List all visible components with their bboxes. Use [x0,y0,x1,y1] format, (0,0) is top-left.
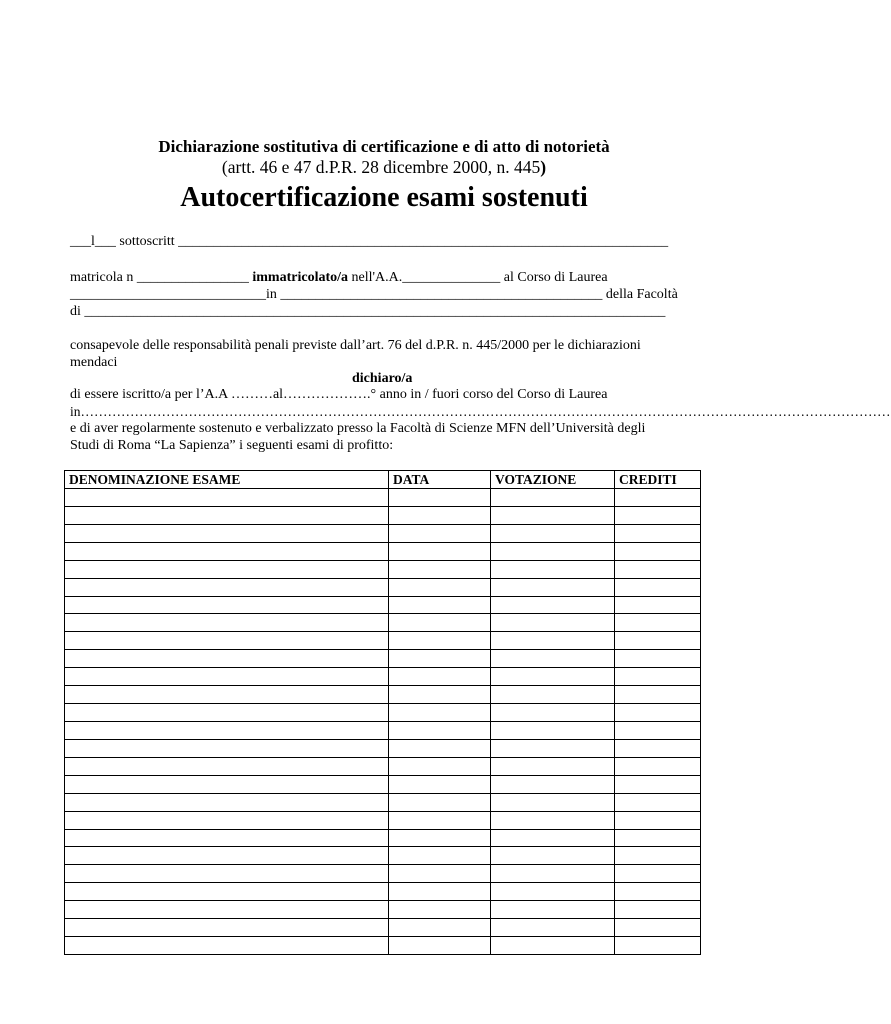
data-cell[interactable] [389,704,491,722]
denominazione-cell[interactable] [65,794,389,812]
votazione-cell[interactable] [491,937,615,955]
votazione-cell[interactable] [491,740,615,758]
anno-accademico-field[interactable]: nell'A.A.______________ al Corso di Laurea [348,270,608,285]
data-cell[interactable] [389,812,491,830]
crediti-cell[interactable] [615,847,701,865]
crediti-cell[interactable] [615,507,701,525]
denominazione-cell[interactable] [65,543,389,561]
votazione-cell[interactable] [491,847,615,865]
crediti-cell[interactable] [615,776,701,794]
column-header-votazione: VOTAZIONE [491,471,615,489]
denominazione-cell[interactable] [65,919,389,937]
consapevole-text-cont: mendaci [70,355,118,370]
crediti-cell[interactable] [615,901,701,919]
data-cell[interactable] [389,668,491,686]
table-row [65,561,701,579]
table-row [65,901,701,919]
table-row [65,614,701,632]
data-cell[interactable] [389,937,491,955]
crediti-cell[interactable] [615,668,701,686]
immatricolato-label: immatricolato/a [252,270,349,285]
sottoscritto-field[interactable]: ___l___ sottoscritt ______________________________________________________________________ [70,234,669,249]
denominazione-cell[interactable] [65,704,389,722]
table-row [65,597,701,614]
data-cell[interactable] [389,919,491,937]
denominazione-cell[interactable] [65,722,389,740]
column-header-crediti: CREDITI [615,471,701,489]
denominazione-cell[interactable] [65,686,389,704]
votazione-cell[interactable] [491,830,615,847]
crediti-cell[interactable] [615,704,701,722]
data-cell[interactable] [389,830,491,847]
exams-table [64,470,701,955]
denominazione-cell[interactable] [65,758,389,776]
crediti-cell[interactable] [615,543,701,561]
votazione-cell[interactable] [491,561,615,579]
table-row [65,794,701,812]
crediti-cell[interactable] [615,883,701,901]
votazione-cell[interactable] [491,883,615,901]
crediti-cell[interactable] [615,632,701,650]
denominazione-cell[interactable] [65,776,389,794]
votazione-cell[interactable] [491,668,615,686]
votazione-cell[interactable] [491,632,615,650]
data-cell[interactable] [389,847,491,865]
table-row [65,704,701,722]
crediti-cell[interactable] [615,722,701,740]
crediti-cell[interactable] [615,812,701,830]
crediti-cell[interactable] [615,937,701,955]
votazione-cell[interactable] [491,776,615,794]
exams-table-body [65,489,701,955]
legal-reference-text: (artt. 46 e 47 d.P.R. 28 dicembre 2000, n. 445 [221,157,541,177]
crediti-cell[interactable] [615,650,701,668]
table-row [65,937,701,955]
denominazione-cell[interactable] [65,525,389,543]
declaration-title: Dichiarazione sostitutiva di certificazione e di atto di notorietà [158,137,610,156]
data-cell[interactable] [389,561,491,579]
data-cell[interactable] [389,597,491,614]
data-cell[interactable] [389,776,491,794]
data-cell[interactable] [389,507,491,525]
column-header-denominazione: DENOMINAZIONE ESAME [65,471,389,489]
table-row [65,883,701,901]
table-row [65,650,701,668]
crediti-cell[interactable] [615,919,701,937]
exams-header-row [65,471,701,489]
table-row [65,919,701,937]
denominazione-cell[interactable] [65,650,389,668]
table-row [65,543,701,561]
votazione-cell[interactable] [491,525,615,543]
votazione-cell[interactable] [491,865,615,883]
data-cell[interactable] [389,883,491,901]
votazione-cell[interactable] [491,614,615,632]
votazione-cell[interactable] [491,901,615,919]
column-header-data: DATA [389,471,491,489]
crediti-cell[interactable] [615,758,701,776]
crediti-cell[interactable] [615,865,701,883]
votazione-cell[interactable] [491,507,615,525]
crediti-cell[interactable] [615,597,701,614]
table-row [65,579,701,597]
table-row [65,507,701,525]
denominazione-cell[interactable] [65,668,389,686]
votazione-cell[interactable] [491,722,615,740]
votazione-cell[interactable] [491,704,615,722]
data-cell[interactable] [389,901,491,919]
table-row [65,865,701,883]
crediti-cell[interactable] [615,794,701,812]
data-cell[interactable] [389,758,491,776]
votazione-cell[interactable] [491,597,615,614]
crediti-cell[interactable] [615,740,701,758]
table-row [65,668,701,686]
votazione-cell[interactable] [491,489,615,507]
data-cell[interactable] [389,740,491,758]
crediti-cell[interactable] [615,489,701,507]
crediti-cell[interactable] [615,579,701,597]
denominazione-cell[interactable] [65,901,389,919]
facolta-field[interactable]: di ___________________________________________________________________________________ [70,304,666,319]
denominazione-cell[interactable] [65,830,389,847]
corso-laurea-dotted-field[interactable]: in……………………………………………………………………………………………………………………………………………………………… [70,404,891,419]
denominazione-cell[interactable] [65,614,389,632]
legal-reference-close: ) [540,157,547,177]
votazione-cell[interactable] [491,579,615,597]
table-row [65,740,701,758]
data-cell[interactable] [389,525,491,543]
data-cell[interactable] [389,794,491,812]
data-cell[interactable] [389,722,491,740]
crediti-cell[interactable] [615,686,701,704]
legal-reference [0,157,768,178]
votazione-cell[interactable] [491,794,615,812]
crediti-cell[interactable] [615,525,701,543]
table-row [65,686,701,704]
data-cell[interactable] [389,686,491,704]
table-row [65,830,701,847]
denominazione-cell[interactable] [65,937,389,955]
dichiaro-heading: dichiaro/a [352,371,413,386]
esami-statement-cont: Studi di Roma “La Sapienza” i seguenti esami di profitto: [70,438,394,453]
page-title: Autocertificazione esami sostenuti [180,182,588,213]
table-row [65,812,701,830]
table-row [65,758,701,776]
table-row [65,847,701,865]
denominazione-cell[interactable] [65,847,389,865]
denominazione-cell[interactable] [65,632,389,650]
votazione-cell[interactable] [491,650,615,668]
esami-statement: e di aver regolarmente sostenuto e verbalizzato presso la Facoltà di Scienze MFN dell’Università degli [70,421,646,436]
data-cell[interactable] [389,865,491,883]
data-cell[interactable] [389,579,491,597]
votazione-cell[interactable] [491,686,615,704]
denominazione-cell[interactable] [65,865,389,883]
matricola-field[interactable]: matricola n ________________ [70,270,253,285]
table-row [65,776,701,794]
denominazione-cell[interactable] [65,740,389,758]
table-row [65,632,701,650]
crediti-cell[interactable] [615,561,701,579]
denominazione-cell[interactable] [65,812,389,830]
denominazione-cell[interactable] [65,597,389,614]
votazione-cell[interactable] [491,812,615,830]
denominazione-cell[interactable] [65,579,389,597]
data-cell[interactable] [389,650,491,668]
denominazione-cell[interactable] [65,883,389,901]
votazione-cell[interactable] [491,758,615,776]
crediti-cell[interactable] [615,614,701,632]
table-row [65,722,701,740]
corso-laurea-field[interactable]: ____________________________in ______________________________________________ della Facoltà [70,287,678,302]
table-row [65,489,701,507]
data-cell[interactable] [389,489,491,507]
data-cell[interactable] [389,543,491,561]
votazione-cell[interactable] [491,919,615,937]
table-row [65,525,701,543]
iscrizione-field[interactable]: di essere iscritto/a per l’A.A ………al……………….° anno in / fuori corso del Corso di Laurea [70,387,608,402]
denominazione-cell[interactable] [65,489,389,507]
data-cell[interactable] [389,632,491,650]
denominazione-cell[interactable] [65,561,389,579]
data-cell[interactable] [389,614,491,632]
votazione-cell[interactable] [491,543,615,561]
matricola-line[interactable] [70,270,608,286]
denominazione-cell[interactable] [65,507,389,525]
crediti-cell[interactable] [615,830,701,847]
consapevole-text: consapevole delle responsabilità penali previste dall’art. 76 del d.P.R. n. 445/2000 per le dichiarazioni [70,338,641,353]
